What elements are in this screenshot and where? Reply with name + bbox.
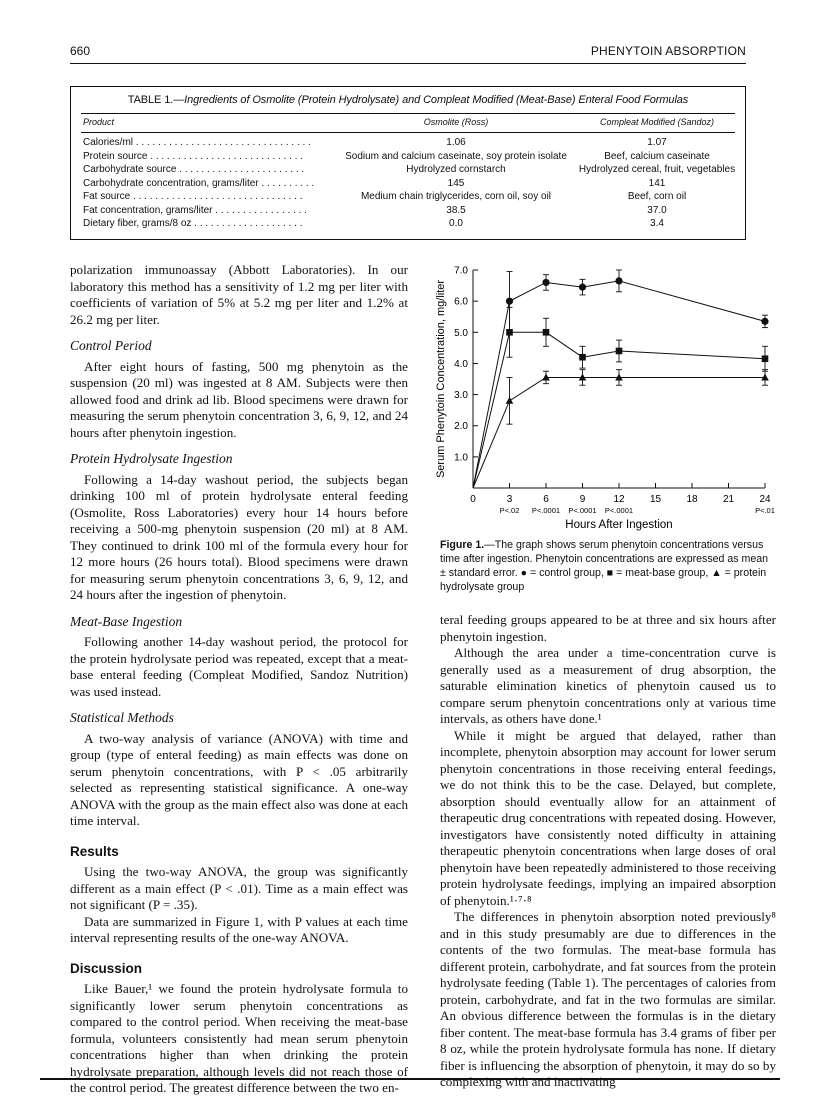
table-cell: 141	[648, 177, 666, 189]
figure-1	[430, 258, 790, 538]
data-point-circle	[615, 277, 622, 284]
x-tick-label: 15	[649, 494, 662, 505]
x-axis-label: Hours After Ingestion	[565, 519, 673, 531]
p-value-label: P<.02	[499, 506, 520, 515]
table-cell: 1.06	[446, 137, 466, 148]
heading-protein-hydrolysate: Protein Hydrolysate Ingestion	[70, 451, 233, 466]
table-rule-header	[81, 132, 735, 133]
figure-caption	[440, 538, 776, 594]
paragraph-delayed: While it might be argued that delayed, rather than incomplete, phenytoin absorption may account for lower serum phenytoin concentrations in those receiving enteral feedings, we do not think this to be the case. Delayed, but complete, absorption should eventually allow for an attainment of therapeutic drug concentrations with repeated dosing. However, investigators have consistently noted difficulty in attaining therapeutic phenytoin concentrations when large doses of oral phenytoin have been repeatedly administered to those receiving protein hydrolysate feedings, implying an impaired absorption of phenytoin.¹·⁷·⁸	[440, 727, 776, 908]
y-tick-label: 2.0	[454, 421, 468, 433]
heading-results: Results	[70, 843, 119, 859]
paragraph-protein: Following a 14-day washout period, the subjects began drinking 100 ml of protein hydrolysate enteral feeding (Osmolite, Ross Laboratories) every hour 14 hours before receiving a 500-mg phenytoin suspension (20 ml) at 8 AM. They continued to drink 100 ml of the formula every hour for 12 more hours (26 hours total). Blood specimens were drawn for measuring serum phenytoin concentrations 3, 6, 9, 12, and 24 hours after the ingestion of phenytoin.	[70, 471, 408, 602]
paragraph-intro: polarization immunoassay (Abbott Laboratories). In our laboratory this method has a sensitivity of 1.2 mg per liter with coefficients of variation of 5% at 5.2 mg per liter and 1.2% at 26.2 mg per liter.	[70, 262, 408, 327]
table-rule-top	[81, 113, 735, 114]
x-tick-label: 18	[686, 494, 698, 505]
data-point-triangle	[506, 397, 514, 404]
table-cell: Carbohydrate source . . . . . . . . . . . . . . . . . . . . . . .	[83, 164, 305, 175]
data-point-square	[579, 354, 586, 361]
p-value-label: P<.0001	[531, 506, 561, 515]
paragraph-continued: teral feeding groups appeared to be at three and six hours after phenytoin ingestion.	[440, 612, 776, 644]
heading-meat-base: Meat-Base Ingestion	[70, 613, 183, 629]
table-cell: 38.5	[446, 204, 466, 216]
paragraph-meat: Following another 14-day washout period, the protocol for the protein hydrolysate period was repeated, except that a meat-base enteral feeding (Compleat Modified, Sandoz Nutrition) was used instead.	[70, 634, 408, 699]
figure-caption-label: Figure 1.	[440, 539, 485, 551]
p-value-label: P<.01	[755, 506, 775, 515]
x-tick-label: 21	[722, 494, 735, 505]
table-caption-text: Ingredients of Osmolite (Protein Hydrolysate) and Compleat Modified (Meat-Base) Enteral Food Formulas	[184, 94, 689, 106]
paragraph-differences: The differences in phenytoin absorption noted previously⁸ and in this study presumably are due to differences in the contents of the two formulas. The meat-base formula has different protein, carbohydrate, and fat sources from the protein hydrolysate feeding (Table 1). The percentages of calories from protein, carbohydrate, and fat in the two formulas are similar. An obvious difference between the formulas is in the dietary fiber content. The meat-base formula has 3.4 grams of fiber per 8 oz, while the protein hydrolysate formula has none. If dietary fiber is influencing the absorption of phenytoin, it may do so by complexing with and inactivating	[440, 909, 776, 1089]
y-tick-label: 1.0	[454, 452, 468, 464]
x-tick-label: 0	[470, 494, 476, 505]
phenytoin-chart	[430, 258, 790, 538]
y-tick-label: 5.0	[454, 327, 468, 339]
table-header-osmolite: Osmolite (Ross)	[423, 117, 489, 127]
paragraph-auc: Although the area under a time-concentration curve is generally used as a measurement of drug absorption, the saturable elimination kinetics of phenytoin caused us to compare serum phenytoin concentrations only at various time intervals, as others have done.¹	[440, 645, 776, 726]
data-point-circle	[579, 284, 586, 291]
paragraph-results-2: Data are summarized in Figure 1, with P values at each time interval representing results of the one-way ANOVA.	[70, 913, 408, 945]
table-cell: Medium chain triglycerides, corn oil, soy oil	[360, 191, 552, 202]
left-column	[70, 262, 408, 1097]
y-tick-label: 6.0	[454, 296, 468, 308]
x-tick-label: 3	[506, 494, 513, 505]
table-caption	[71, 94, 745, 106]
table-cell: Fat concentration, grams/liter . . . . . . . . . . . . . . . . .	[83, 204, 307, 216]
data-point-square	[506, 329, 513, 336]
table-cell: 145	[447, 177, 465, 189]
table-row	[71, 205, 745, 219]
paragraph-stats: A two-way analysis of variance (ANOVA) with time and group (type of enteral feeding) as main effects was done on serum phenytoin concentrations, with P < .05 arbitrarily selected as representing statistical significance. A one-way ANOVA with the group as the main effect also was done at each time interval.	[70, 730, 408, 828]
table-row	[71, 151, 745, 165]
p-value-label: P<.0001	[604, 506, 634, 515]
table-cell: Carbohydrate concentration, grams/liter . . . . . . . . . .	[83, 177, 315, 189]
bottom-rule	[40, 1078, 780, 1080]
y-tick-label: 7.0	[454, 265, 468, 277]
table-caption-label: TABLE 1.—	[127, 94, 185, 106]
heading-discussion: Discussion	[70, 960, 143, 976]
table-cell: Hydrolyzed cornstarch	[406, 164, 506, 175]
table-1	[70, 86, 746, 240]
table-cell: Calories/ml . . . . . . . . . . . . . . . . . . . . . . . . . . . . . . . .	[83, 137, 311, 148]
page-number: 660	[70, 44, 91, 58]
x-tick-label: 6	[543, 494, 549, 505]
table-cell: Sodium and calcium caseinate, soy protein isolate	[345, 150, 567, 162]
meat-base-group-series	[473, 307, 768, 488]
table-header-compleat: Compleat Modified (Sandoz)	[599, 117, 715, 127]
paragraph-control: After eight hours of fasting, 500 mg phenytoin as the suspension (20 ml) was ingested at 8 AM. Subjects were then allowed food and drink ad lib. Blood specimens were drawn for measuring the serum phenytoin concentration 3, 6, 9, 12, and 24 hours after phenytoin ingestion.	[70, 358, 408, 440]
data-point-circle	[506, 298, 513, 305]
paragraph-results-1: Using the two-way ANOVA, the group was significantly different as a main effect (P < .01). Time as a main effect was not significant (P = .35).	[70, 864, 408, 912]
series-line	[473, 377, 765, 488]
table-cell: Hydrolyzed cereal, fruit, vegetables	[578, 164, 736, 175]
table-header-product: Product	[83, 117, 115, 127]
protein-hydrolysate-group-series	[473, 370, 769, 488]
x-tick-label: 12	[613, 494, 625, 505]
table-cell: 1.07	[647, 137, 667, 148]
data-point-square	[616, 348, 623, 355]
table-row	[71, 164, 745, 178]
p-value-label: P<.0001	[568, 506, 597, 515]
y-tick-label: 3.0	[454, 390, 468, 402]
heading-statistical-methods: Statistical Methods	[70, 710, 174, 725]
x-tick-label: 9	[579, 494, 586, 505]
table-row	[71, 191, 745, 205]
heading-control-period: Control Period	[70, 338, 152, 353]
data-point-square	[543, 329, 550, 336]
table-cell: 37.0	[647, 204, 667, 216]
table-cell: Protein source . . . . . . . . . . . . . . . . . . . . . . . . . . . .	[83, 150, 304, 162]
table-header-row	[71, 117, 745, 131]
table-cell: 3.4	[650, 218, 664, 229]
data-point-circle	[761, 318, 768, 325]
data-point-square	[762, 355, 769, 362]
table-cell: Beef, corn oil	[627, 191, 687, 202]
right-column	[440, 612, 776, 1091]
x-tick-label: 24	[759, 494, 771, 505]
table-row	[71, 218, 745, 232]
y-axis-label: Serum Phenytoin Concentration, mg/liter	[435, 279, 447, 479]
figure-caption-text: —The graph shows serum phenytoin concentrations versus time after ingestion. Phenytoin concentrations are expressed as mean ± standard error. ● = control group, ■ = meat-base group, ▲ = protein hydrolysate group	[440, 539, 769, 593]
table-cell: 0.0	[449, 218, 463, 229]
header-rule	[70, 63, 746, 64]
running-title: PHENYTOIN ABSORPTION	[590, 44, 746, 58]
table-row	[71, 178, 745, 192]
table-row	[71, 137, 745, 151]
data-point-circle	[542, 279, 549, 286]
table-cell: Dietary fiber, grams/8 oz . . . . . . . . . . . . . . . . . . . .	[83, 218, 303, 229]
paragraph-discussion: Like Bauer,¹ we found the protein hydrolysate formula to significantly lower serum phenytoin concentrations as compared to the control period. When receiving the meat-base formula, volunteers consistently had mean serum phenytoin concentrations higher than when drinking the protein hydrolysate preparation, although levels did not reach those of the control period. The greatest difference between the two en-	[70, 981, 408, 1095]
table-cell: Fat source . . . . . . . . . . . . . . . . . . . . . . . . . . . . . . .	[83, 191, 303, 202]
table-cell: Beef, calcium caseinate	[604, 150, 710, 162]
y-tick-label: 4.0	[454, 358, 468, 370]
running-header	[70, 44, 746, 62]
